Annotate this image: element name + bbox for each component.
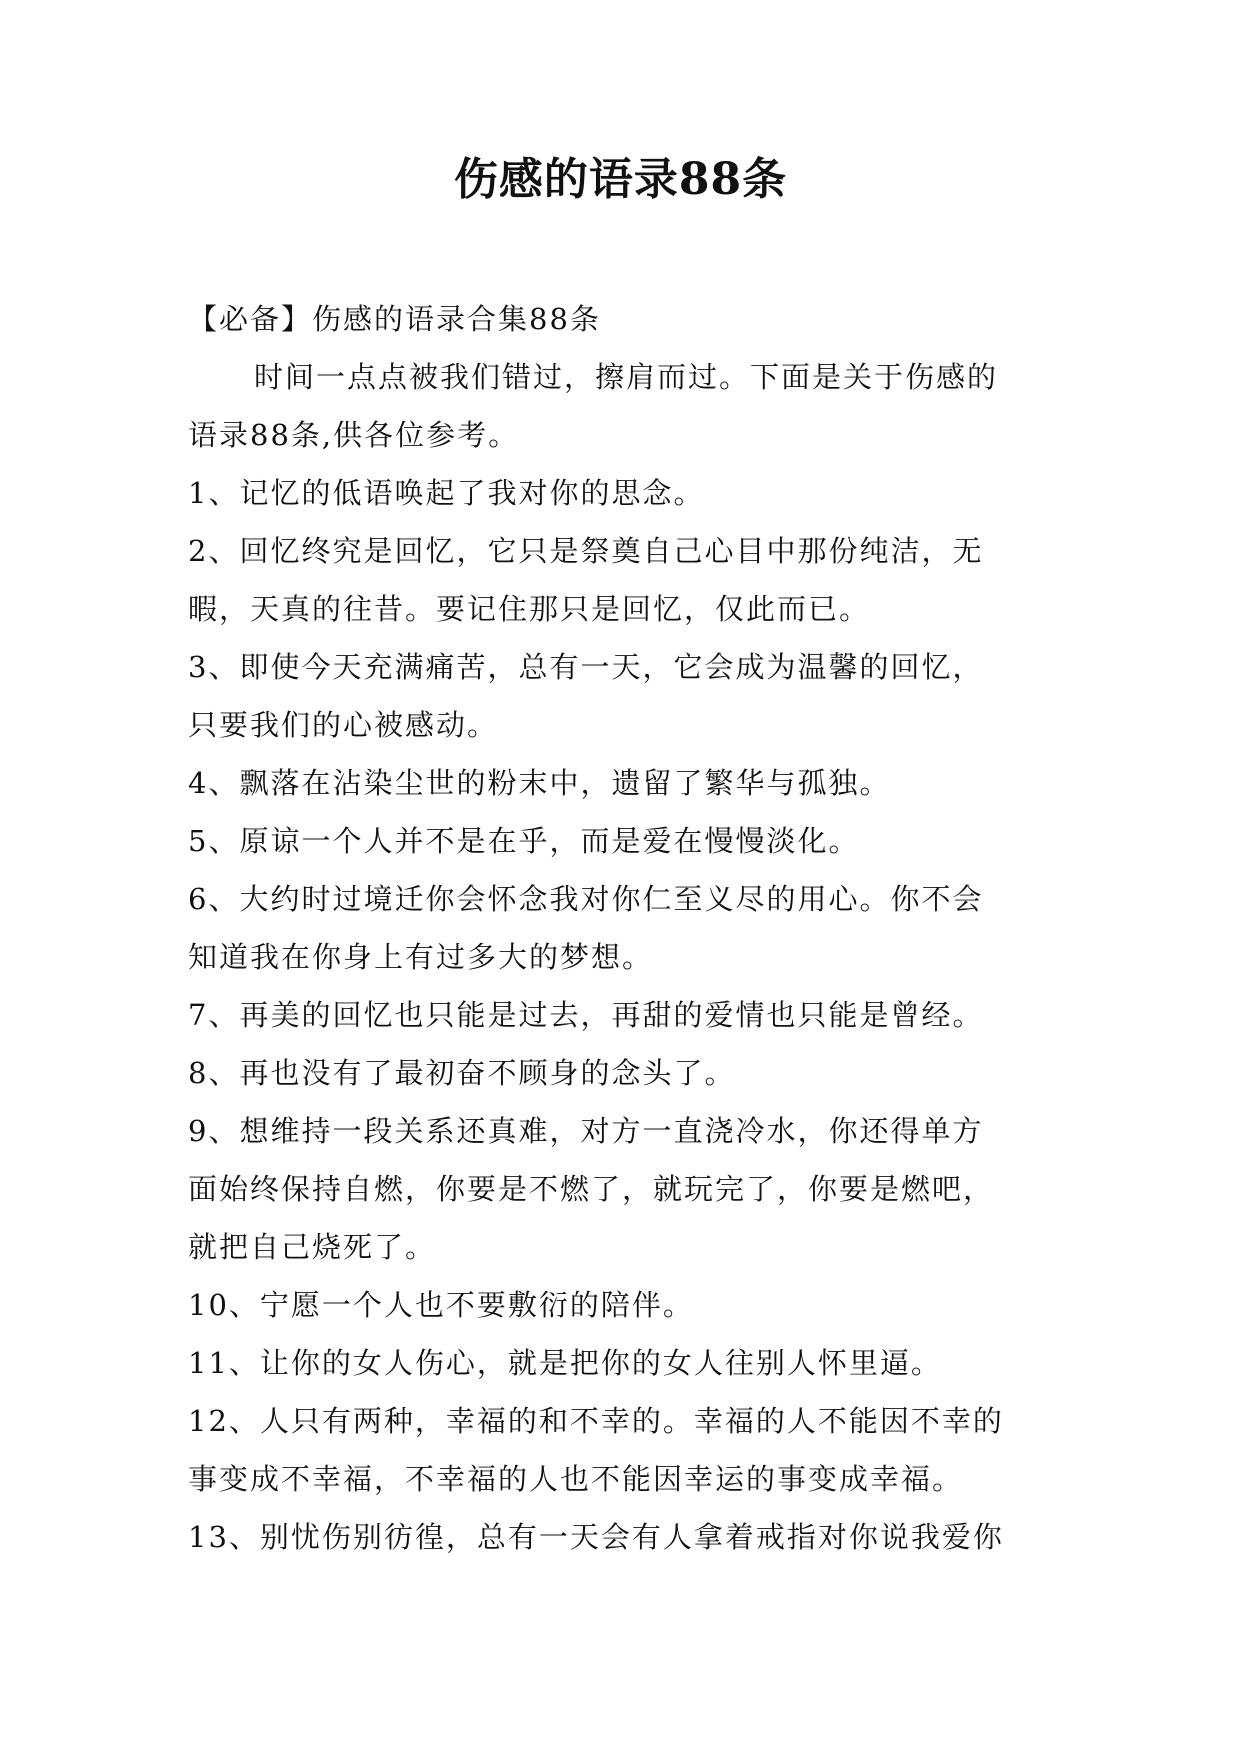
- quote-line: 知道我在你身上有过多大的梦想。: [188, 940, 654, 974]
- document-title: 伤感的语录88条: [453, 154, 788, 205]
- intro-line: 语录88条,供各位参考。: [188, 418, 520, 452]
- quote-line: 11、让你的女人伤心，就是把你的女人往别人怀里逼。: [188, 1346, 942, 1380]
- quote-line: 暇，天真的往昔。要记住那只是回忆，仅此而已。: [188, 592, 871, 626]
- quote-line: 7、再美的回忆也只能是过去，再甜的爱情也只能是曾经。: [188, 998, 984, 1032]
- quote-line: 4、飘落在沾染尘世的粉末中，遗留了繁华与孤独。: [188, 766, 891, 800]
- quote-line: 就把自己烧死了。: [188, 1230, 437, 1264]
- quote-line: 面始终保持自燃，你要是不燃了，就玩完了，你要是燃吧，: [188, 1172, 995, 1206]
- quote-line: 只要我们的心被感动。: [188, 708, 499, 742]
- quote-line: 3、即使今天充满痛苦，总有一天，它会成为温馨的回忆，: [188, 650, 984, 684]
- subtitle-line: 【必备】伤感的语录合集88条: [188, 302, 601, 336]
- quote-line: 8、再也没有了最初奋不顾身的念头了。: [188, 1056, 736, 1090]
- quote-line: 13、别忧伤别彷徨，总有一天会有人拿着戒指对你说我爱你: [188, 1520, 1004, 1554]
- quote-line: 6、大约时过境迁你会怀念我对你仁至义尽的用心。你不会: [188, 882, 984, 916]
- quote-line: 2、回忆终究是回忆，它只是祭奠自己心目中那份纯洁，无: [188, 534, 984, 568]
- document-body: [188, 290, 1068, 1566]
- quote-line: 10、宁愿一个人也不要敷衍的陪伴。: [188, 1288, 694, 1322]
- quote-line: 1、记忆的低语唤起了我对你的思念。: [188, 476, 705, 510]
- quote-line: 12、人只有两种，幸福的和不幸的。幸福的人不能因不幸的: [188, 1404, 1004, 1438]
- quote-line: 5、原谅一个人并不是在乎，而是爱在慢慢淡化。: [188, 824, 860, 858]
- quote-line: 9、想维持一段关系还真难，对方一直浇冷水，你还得单方: [188, 1114, 984, 1148]
- intro-line: 时间一点点被我们错过，擦肩而过。下面是关于伤感的: [254, 360, 999, 394]
- quote-line: 事变成不幸福，不幸福的人也不能因幸运的事变成幸福。: [188, 1462, 964, 1496]
